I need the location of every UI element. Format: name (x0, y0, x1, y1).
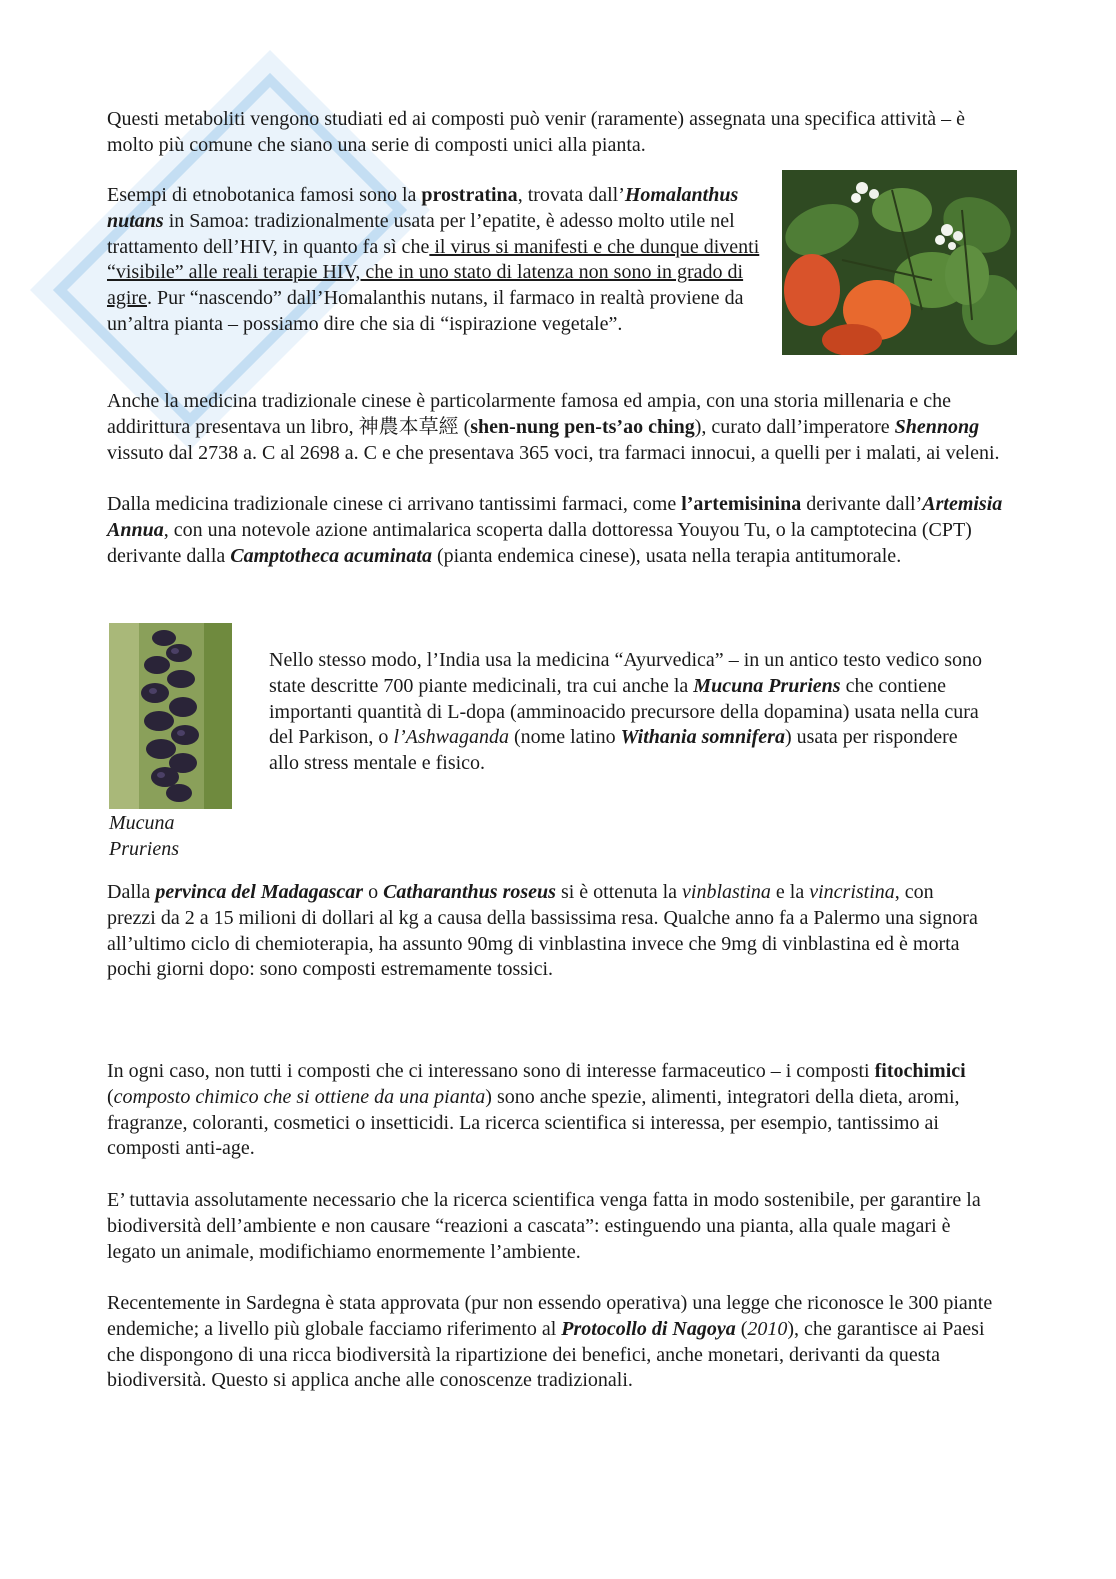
term-artemisia: Artemisia Annua (107, 493, 1003, 541)
term-artemisinina: l’artemisinina (681, 493, 802, 515)
paragraph-pervinca: Dalla pervinca del Madagascar o Catharanthus roseus si è ottenuta la vinblastina e la vincristina, con prezzi da 2 a 15 milioni di dollari al kg a causa della bassissima resa. Qualche anno fa a Palermo una signora all’ultimo ciclo di chemioterapia, ha assunto 90mg di vinblastina invece che 9mg di vinblastina ed è morta pochi giorni dopo: sono composti estremamente tossici. (107, 881, 978, 981)
term-prostratina: prostratina (421, 184, 518, 206)
paragraph-fitochimici: In ogni caso, non tutti i composti che ci interessano sono di interesse farmaceutico – i composti fitochimici (composto chimico che si ottiene da una pianta) sono anche spezie, alimenti, integratori della dieta, aromi, fragranze, coloranti, cosmetici o insetticidi. La ricerca scientifica si interessa, per esempio, tantissimo ai composti anti-age. (107, 1060, 966, 1160)
term-homalanthus: Homalanthus nutans (107, 184, 739, 232)
mucuna-photo (109, 623, 232, 809)
definition-fitochimici: composto chimico che si ottiene da una pianta (113, 1085, 486, 1108)
homalanthus-photo (782, 170, 1017, 355)
paragraph-nagoya: Recentemente in Sardegna è stata approvata (pur non essendo operativa) una legge che riconosce le 300 piante endemiche; a livello più globale facciamo riferimento al Protocollo di Nagoya (2010), che garantisce ai Paesi che dispongono di una ricca biodiversità la ripartizione dei benefici, anche monetari, derivanti da questa biodiversità. Questo si applica anche alle conoscenze tradizionali. (107, 1292, 993, 1392)
image-caption-mucuna: Mucuna Pruriens (109, 812, 179, 860)
paragraph-1: Questi metaboliti vengono studiati ed ai composti può venir (raramente) assegnata una specifica attività – è molto più comune che siano una serie di composti unici alla pianta. (107, 108, 966, 156)
paragraph-ayurveda: Nello stesso modo, l’India usa la medicina “Ayurvedica” – in un antico testo vedico sono state descritte 700 piante medicinali, tra cui anche la Mucuna Pruriens che contiene importanti quantità di L-dopa (amminoacido precursore della dopamina) usata nella cura del Parkison, o l’Ashwaganda (nome latino Withania somnifera) usata per rispondere allo stress mentale e fisico. (269, 649, 982, 775)
paragraph-prostratina: Esempi di etnobotanica famosi sono la prostratina, trovata dall’Homalanthus nutans in Samoa: tradizionalmente usata per l’epatite, è adesso molto utile nel trattamento dell’HIV, in quanto fa sì che il virus si manifesti e che dunque diventi “visibile” alle reali terapie HIV, che in uno stato di latenza non sono in grado di agire. Pur “nascendo” dall’Homalanthis nutans, il farmaco in realtà proviene da un’altra pianta – possiamo dire che sia di “ispirazione vegetale”. (107, 184, 760, 335)
term-mucuna: Mucuna Pruriens (693, 674, 841, 697)
term-shen-nung: shen-nung pen-ts’ao ching (470, 415, 695, 438)
term-vincristina: vincristina (809, 881, 895, 903)
term-pervinca: pervinca del Madagascar (155, 881, 364, 903)
term-protocollo-nagoya: Protocollo di Nagoya (561, 1317, 736, 1340)
paragraph-sostenibile: E’ tuttavia assolutamente necessario che la ricerca scientifica venga fatta in modo sostenibile, per garantire la biodiversità dell’ambiente e non causare “reazioni a cascata”: estinguendo una pianta, alla quale magari è legato un animale, modifichiamo enormemente l’ambiente. (107, 1189, 981, 1263)
term-fitochimici: fitochimici (874, 1060, 966, 1082)
term-ashwaganda: l’Ashwaganda (393, 726, 509, 749)
year-2010: 2010 (747, 1317, 788, 1340)
term-catharanthus: Catharanthus roseus (383, 881, 556, 903)
term-camptotheca: Camptotheca acuminata (230, 544, 432, 567)
paragraph-chinese-medicine: Anche la medicina tradizionale cinese è particolarmente famosa ed ampia, con una storia millenaria e che addirittura presentava un libro, 神農本草經 (shen-nung pen-ts’ao ching), curato dall’imperatore Shennong vissuto dal 2738 a. C al 2698 a. C e che presentava 365 voci, tra farmaci innocui, a quelli per i malati, ai veleni. (107, 390, 1000, 464)
term-shennong: Shennong (894, 415, 980, 438)
term-vinblastina: vinblastina (682, 881, 771, 903)
underlined-phrase: il virus si manifesti e che dunque diventi “visibile” alle reali terapie HIV, che in uno stato di latenza non sono in grado di agire (107, 235, 760, 310)
term-withania: Withania somnifera (620, 726, 785, 749)
paragraph-artemisinina: Dalla medicina tradizionale cinese ci arrivano tantissimi farmaci, come l’artemisinina derivante dall’Artemisia Annua, con una notevole azione antimalarica scoperta dalla dottoressa Youyou Tu, o la camptotecina (CPT) derivante dalla Camptotheca acuminata (pianta endemica cinese), usata nella terapia antitumorale. (107, 493, 1003, 567)
